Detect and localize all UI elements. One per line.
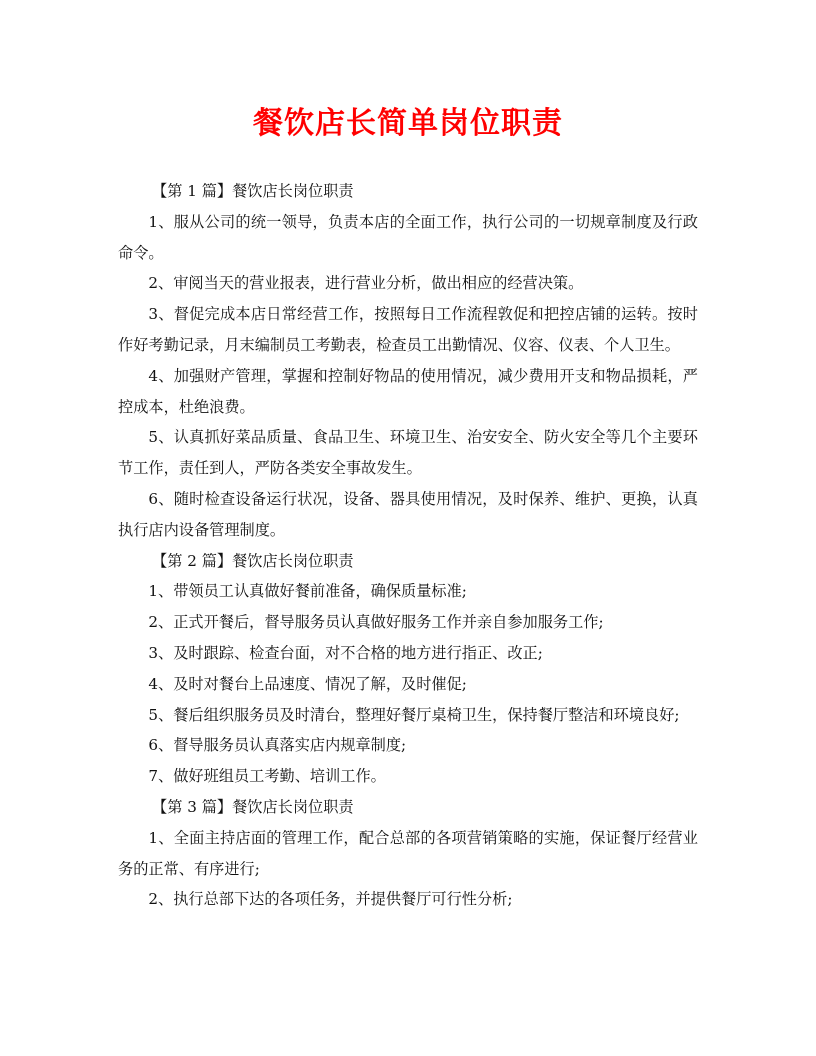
section-heading: 【第 1 篇】餐饮店长岗位职责 [152,182,354,200]
document-title: 餐饮店长简单岗位职责 [253,106,563,141]
paragraph: 7、做好班组员工考勤、培训工作。 [148,767,386,786]
paragraph: 2、审阅当天的营业报表，进行营业分析，做出相应的经营决策。 [148,274,584,293]
paragraph: 4、及时对餐台上品速度、情况了解，及时催促; [148,674,467,693]
paragraph: 5、餐后组织服务员及时清台，整理好餐厅桌椅卫生，保持餐厅整洁和环境良好; [148,705,680,724]
paragraph: 1、带领员工认真做好餐前准备，确保质量标准; [148,582,467,601]
paragraph: 4、加强财产管理，掌握和控制好物品的使用情况，减少费用开支和物品损耗，严控成本，杜绝浪费。 [118,366,698,416]
paragraph: 2、执行总部下达的各项任务，并提供餐厅可行性分析; [148,890,513,909]
paragraph: 3、督促完成本店日常经营工作，按照每日工作流程敦促和把控店铺的运转。按时作好考勤记录，月末编制员工考勤表，检查员工出勤情况、仪容、仪表、个人卫生。 [118,305,698,354]
paragraph: 1、全面主持店面的管理工作，配合总部的各项营销策略的实施，保证餐厅经营业务的正常、有序进行; [118,828,698,878]
paragraph: 6、随时检查设备运行状况，设备、器具使用情况，及时保养、维护、更换，认真执行店内设备管理制度。 [118,489,698,539]
document-body [118,176,698,915]
paragraph: 2、正式开餐后，督导服务员认真做好服务工作并亲自参加服务工作; [148,613,604,632]
paragraph: 1、服从公司的统一领导，负责本店的全面工作，执行公司的一切规章制度及行政命令。 [118,212,698,262]
paragraph: 3、及时跟踪、检查台面，对不合格的地方进行指正、改正; [148,643,543,662]
paragraph: 5、认真抓好菜品质量、食品卫生、环境卫生、治安安全、防火安全等几个主要环节工作，责任到人，严防各类安全事故发生。 [118,428,698,478]
section-heading: 【第 2 篇】餐饮店长岗位职责 [152,551,354,570]
section-heading: 【第 3 篇】餐饮店长岗位职责 [152,797,354,816]
paragraph: 6、督导服务员认真落实店内规章制度; [148,736,407,755]
